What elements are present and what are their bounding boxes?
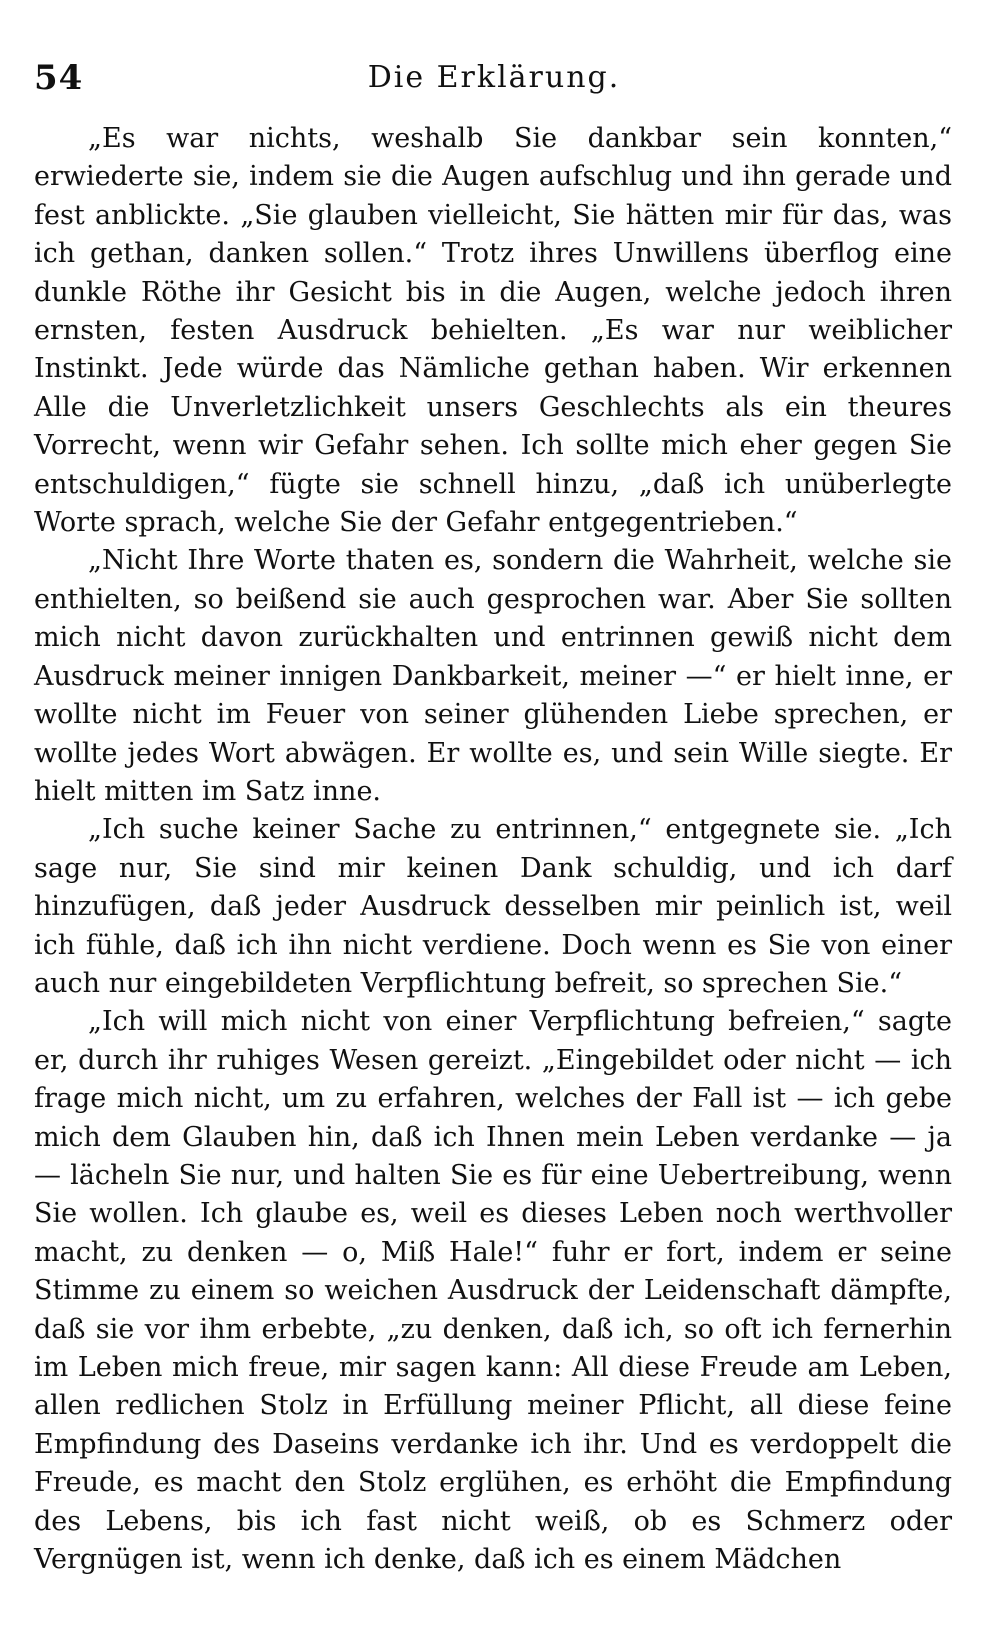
- running-title: Die Erklärung.: [367, 60, 621, 95]
- page-header: [34, 58, 954, 98]
- paragraph: „Ich will mich nicht von einer Verpflichtung befreien,“ sagte er, durch ihr ruhiges Wesen gereizt. „Eingebildet oder nicht — ich frage mich nicht, um zu erfahren, welches der Fall ist — ich gebe mich dem Glauben hin, daß ich Ihnen mein Leben verdanke — ja — lächeln Sie nur, und halten Sie es für eine Uebertreibung, wenn Sie wollen. Ich glaube es, weil es dieses Leben noch werthvoller macht, zu denken — o, Miß Hale!“ fuhr er fort, indem er seine Stimme zu einem so weichen Ausdruck der Leidenschaft dämpfte, daß sie vor ihm erbebte, „zu denken, daß ich, so oft ich fernerhin im Leben mich freue, mir sagen kann: All diese Freude am Leben, allen redlichen Stolz in Erfüllung meiner Pflicht, all diese feine Empfindung des Daseins verdanke ich ihr. Und es verdoppelt die Freude, es macht den Stolz erglühen, es erhöht die Empfindung des Lebens, bis ich fast nicht weiß, ob es Schmerz oder Vergnügen ist, wenn ich denke, daß ich es einem Mädchen: [34, 1006, 952, 1576]
- paragraph: „Es war nichts, weshalb Sie dankbar sein konnten,“ erwiederte sie, indem sie die Augen aufschlug und ihn gerade und fest anblickte. „Sie glauben vielleicht, Sie hätten mir für das, was ich gethan, danken sollen.“ Trotz ihres Unwillens überflog eine dunkle Röthe ihr Gesicht bis in die Augen, welche jedoch ihren ernsten, festen Ausdruck behielten. „Es war nur weiblicher Instinkt. Jede würde das Nämliche gethan haben. Wir erkennen Alle die Unverletzlichkeit unsers Geschlechts als ein theures Vorrecht, wenn wir Gefahr sehen. Ich sollte mich eher gegen Sie entschuldigen,“ fügte sie schnell hinzu, „daß ich unüberlegte Worte sprach, welche Sie der Gefahr entgegentrieben.“: [34, 123, 952, 539]
- body-text: [34, 120, 952, 1579]
- paragraph: „Nicht Ihre Worte thaten es, sondern die Wahrheit, welche sie enthielten, so beißend sie auch gesprochen war. Aber Sie sollten mich nicht davon zurückhalten und entrinnen gewiß nicht dem Ausdruck meiner innigen Dankbarkeit, meiner —“ er hielt inne, er wollte nicht im Feuer von seiner glühenden Liebe sprechen, er wollte jedes Wort abwägen. Er wollte es, und sein Wille siegte. Er hielt mitten im Satz inne.: [34, 545, 952, 807]
- paragraph: „Ich suche keiner Sache zu entrinnen,“ entgegnete sie. „Ich sage nur, Sie sind mir keinen Dank schuldig, und ich darf hinzufügen, daß jeder Ausdruck desselben mir peinlich ist, weil ich fühle, daß ich ihn nicht verdiene. Doch wenn es Sie von einer auch nur eingebildeten Verpflichtung befreit, so sprechen Sie.“: [34, 814, 952, 999]
- page-number: 54: [34, 58, 84, 98]
